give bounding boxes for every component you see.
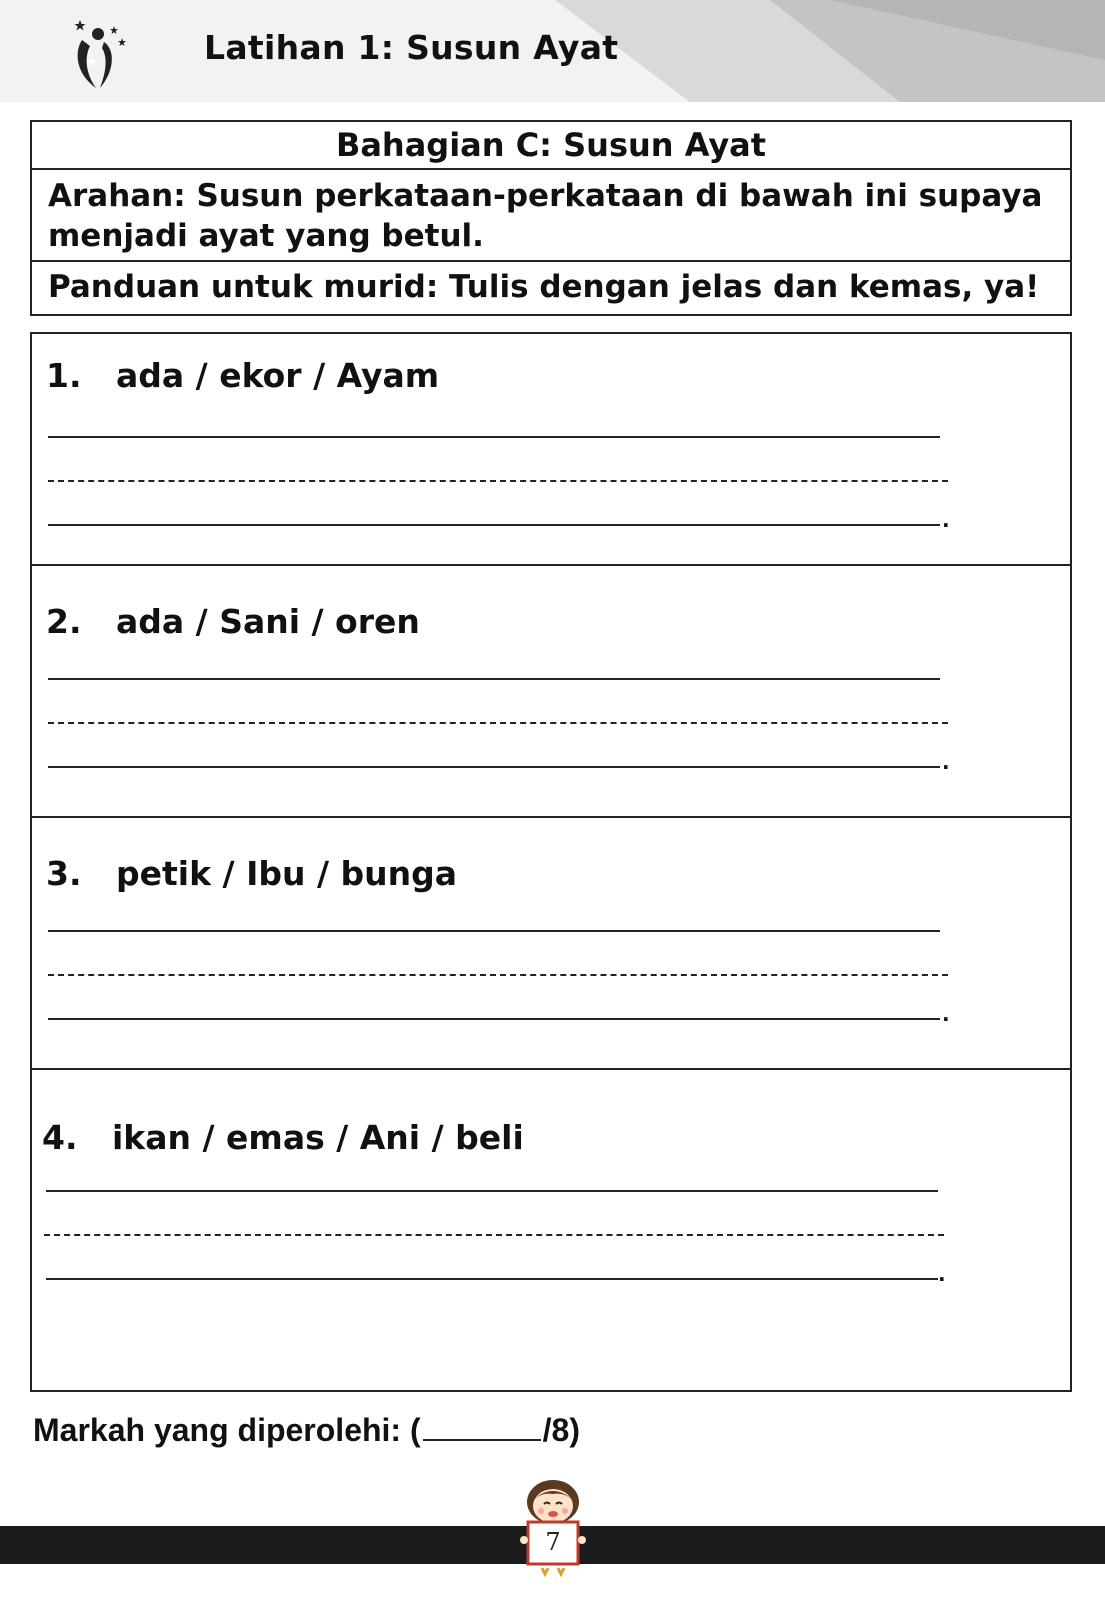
question-prompt — [46, 854, 457, 893]
answer-line-top[interactable] — [48, 436, 940, 438]
instruction-line-1: Arahan: Susun perkataan-perkataan di bawah ini supaya — [48, 178, 1043, 214]
question-prompt — [42, 1118, 524, 1157]
stars-figure-logo-icon — [70, 16, 128, 92]
question-number: 3. — [46, 854, 82, 893]
question-words: ikan / emas / Ani / beli — [112, 1118, 524, 1157]
guide-text: Panduan untuk murid: Tulis dengan jelas dan kemas, ya! — [48, 269, 1040, 305]
header-band — [0, 0, 1105, 102]
answer-line-base[interactable] — [48, 1018, 940, 1020]
question-prompt — [46, 602, 420, 641]
answer-line-mid[interactable] — [44, 1234, 944, 1236]
question-3 — [32, 818, 1070, 1070]
answer-line-top[interactable] — [48, 930, 940, 932]
answer-line-top[interactable] — [46, 1190, 938, 1192]
score-suffix: /8) — [542, 1412, 580, 1448]
score-prefix: Markah yang diperolehi: ( — [33, 1412, 421, 1448]
page-title: Latihan 1: Susun Ayat — [204, 28, 619, 67]
instruction-text — [32, 170, 1070, 262]
answer-line-mid[interactable] — [48, 480, 948, 482]
question-2 — [32, 566, 1070, 818]
score-blank[interactable] — [423, 1439, 541, 1441]
questions-box — [30, 332, 1072, 1392]
period-mark: . — [938, 1262, 946, 1286]
question-number: 4. — [42, 1118, 78, 1157]
question-4 — [32, 1070, 1070, 1390]
answer-line-base[interactable] — [48, 766, 940, 768]
answer-line-base[interactable] — [46, 1278, 938, 1280]
period-mark: . — [942, 1002, 950, 1026]
question-prompt — [46, 356, 439, 395]
question-words: ada / ekor / Ayam — [116, 356, 440, 395]
question-number: 2. — [46, 602, 82, 641]
question-words: petik / Ibu / bunga — [116, 854, 457, 893]
question-number: 1. — [46, 356, 82, 395]
question-1 — [32, 334, 1070, 566]
page-number: 7 — [545, 1528, 561, 1556]
instruction-box — [30, 120, 1072, 316]
period-mark: . — [942, 508, 950, 532]
instruction-line-2: menjadi ayat yang betul. — [48, 218, 484, 254]
answer-line-mid[interactable] — [48, 974, 948, 976]
score-line — [33, 1412, 580, 1449]
answer-line-base[interactable] — [48, 524, 940, 526]
period-mark: . — [942, 750, 950, 774]
section-title: Bahagian C: Susun Ayat — [32, 122, 1070, 170]
answer-line-top[interactable] — [48, 678, 940, 680]
answer-line-mid[interactable] — [48, 722, 948, 724]
question-words: ada / Sani / oren — [116, 602, 420, 641]
